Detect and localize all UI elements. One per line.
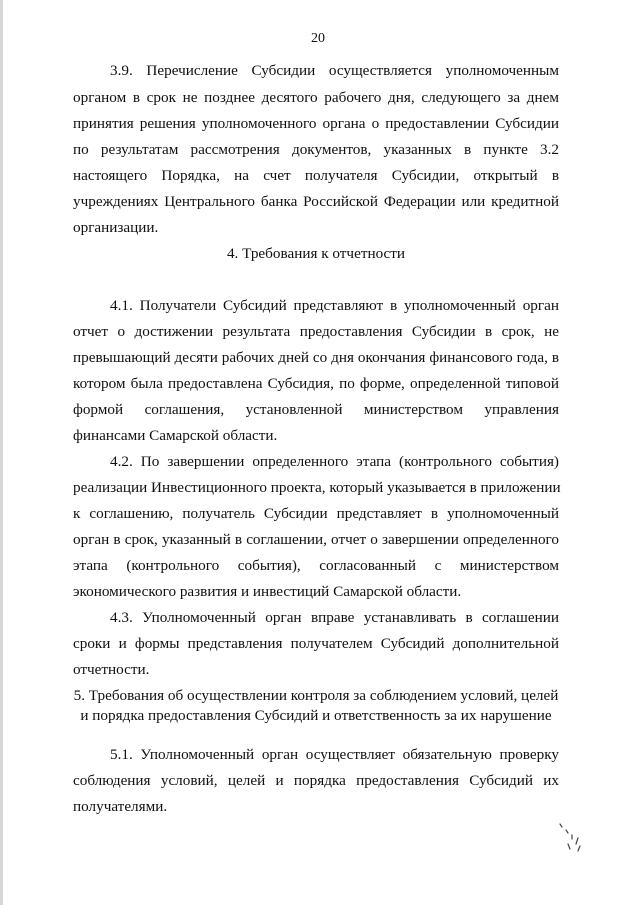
text-line: принятия решения уполномоченного органа о предоставлении Субсидии [73,115,559,132]
text-line: 3.9. Перечисление Субсидии осуществляется уполномоченным [110,62,559,79]
handwritten-marks [556,818,596,858]
text-line: 4.2. По завершении определенного этапа (контрольного события) [110,453,559,470]
text-line: настоящего Порядка, на счет получателя Субсидии, открытый в [73,167,559,184]
text-line: 4.1. Получатели Субсидий представляют в уполномоченный орган [110,297,559,314]
text-line: котором была предоставлена Субсидия, по форме, определенной типовой [73,375,559,392]
section-heading-4: 4. Требования к отчетности [226,245,406,262]
section-heading-5-line1: 5. Требования об осуществлении контроля за соблюдением условий, целей [73,687,559,704]
text-line: орган в срок, указанный в соглашении, отчет о завершении определенного [73,531,559,548]
text-line: получателями. [73,798,168,815]
text-line: финансами Самарской области. [73,427,278,444]
text-line: к соглашению, получатель Субсидии представляет в уполномоченный [73,505,559,522]
text-line: 5.1. Уполномоченный орган осуществляет обязательную проверку [110,746,559,763]
text-line: отчет о достижении результата предоставления Субсидии в срок, не [73,323,559,340]
section-heading-5-line2: и порядка предоставления Субсидий и ответственность за их нарушение [80,707,552,724]
text-line: соблюдения условий, целей и порядка предоставления Субсидий их [73,772,559,789]
text-line: по результатам рассмотрения документов, указанных в пункте 3.2 [73,141,559,158]
text-line: сроки и формы представления получателем Субсидий дополнительной [73,635,559,652]
text-line: отчетности. [73,661,150,678]
text-line: формой соглашения, установленной министерством управления [73,401,559,418]
page-edge-shadow [0,0,3,905]
document-body [73,0,559,905]
text-line: этапа (контрольного события), согласованный с министерством [73,557,559,574]
page-number: 20 [311,31,325,46]
text-line: реализации Инвестиционного проекта, который указывается в приложении [73,479,561,496]
text-line: учреждениях Центрального банка Российской Федерации или кредитной [73,193,559,210]
text-line: органом в срок не позднее десятого рабочего дня, следующего за днем [73,89,559,106]
text-line: 4.3. Уполномоченный орган вправе устанавливать в соглашении [110,609,559,626]
text-line: экономического развития и инвестиций Самарской области. [73,583,462,600]
text-line: организации. [73,219,159,236]
text-line: превышающий десяти рабочих дней со дня окончания финансового года, в [73,349,559,366]
